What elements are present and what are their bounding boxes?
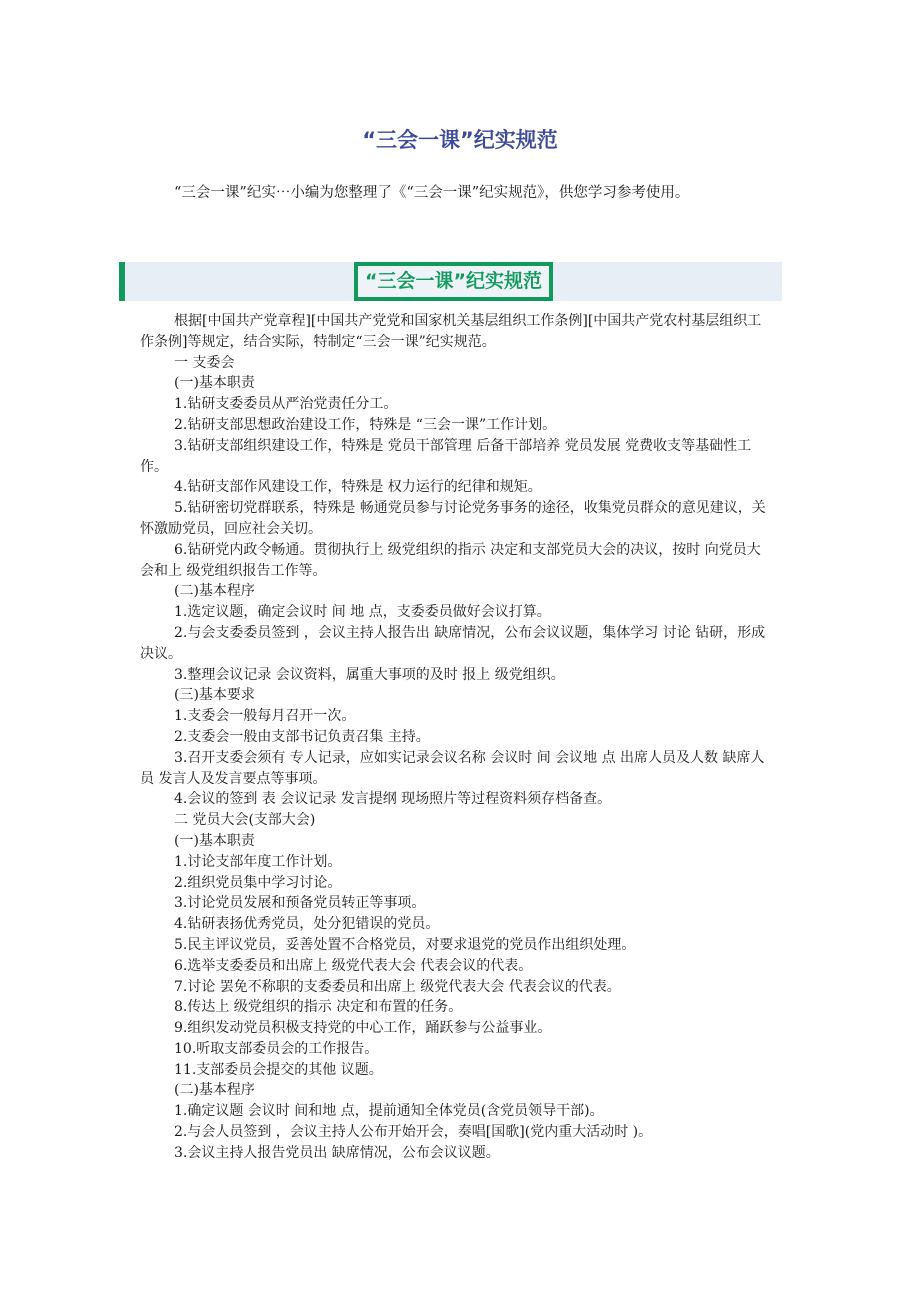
section-heading: 二 党员大会(支部大会) [174, 812, 316, 829]
list-item: 1.支委会一般每月召开一次。 [174, 708, 356, 725]
list-item: 10.听取支部委员会的工作报告。 [174, 1040, 379, 1057]
list-item: 1.钻研支委委员从严治党责任分工。 [174, 396, 398, 413]
intro-paragraph: “三会一课”纪实⋯小编为您整理了《“三会一课”纪实规范》，供您学习参考使用。 [174, 185, 690, 201]
subsection-heading: (三)基本要求 [174, 687, 255, 704]
list-item: 6.选举支委委员和出席上 级党代表大会 代表会议的代表。 [174, 957, 533, 974]
section-banner [119, 262, 782, 301]
page-title: “三会一课”纪实规范 [362, 128, 558, 152]
list-item: 4.会议的签到 表 会议记录 发言提纲 现场照片等过程资料须存档备查。 [174, 791, 612, 808]
list-item: 11.支部委员会提交的其他 议题。 [174, 1061, 383, 1078]
list-item: 2.与会支委委员签到 ，会议主持人报告出 缺席情况，公布会议议题，集体学习 讨论 钻研，形成决议。 [140, 624, 766, 662]
list-item: 1.选定议题，确定会议时 间 地 点，支委委员做好会议打算。 [174, 604, 551, 621]
list-item: 1.讨论支部年度工作计划。 [174, 853, 342, 870]
subsection-heading: (一)基本职责 [174, 832, 255, 849]
list-item: 3.召开支委会须有 专人记录，应如实记录会议名称 会议时 间 会议地 点 出席人员及人数 缺席人员 发言人及发言要点等事项。 [140, 749, 765, 787]
paragraph: 根据[中国共产党章程][中国共产党党和国家机关基层组织工作条例][中国共产党农村基层组织工作条例]等规定，结合实际，特制定“三会一课”纪实规范。 [140, 313, 762, 350]
document-body [140, 311, 772, 1164]
subsection-heading: (二)基本程序 [174, 583, 255, 600]
list-item: 5.钻研密切党群联系，特殊是 畅通党员参与讨论党务事务的途径，收集党员群众的意见建议，关怀激励党员，回应社会关切。 [140, 500, 766, 537]
list-item: 3.整理会议记录 会议资料，属重大事项的及时 报上 级党组织。 [174, 666, 565, 683]
list-item: 9.组织发动党员积极支持党的中心工作，踊跃参与公益事业。 [174, 1020, 552, 1037]
list-item: 3.钻研支部组织建设工作，特殊是 党员干部管理 后备干部培养 党员发展 党费收支等基础性工作。 [140, 437, 752, 475]
list-item: 4.钻研表扬优秀党员，处分犯错误的党员。 [174, 916, 440, 933]
list-item: 1.确定议题 会议时 间和地 点，提前通知全体党员(含党员领导干部)。 [174, 1103, 604, 1120]
list-item: 2.组织党员集中学习讨论。 [174, 874, 342, 891]
list-item: 2.钻研支部思想政治建设工作，特殊是 “三会一课”工作计划。 [174, 416, 557, 433]
list-item: 6.钻研党内政令畅通。贯彻执行上 级党组织的指示 决定和支部党员大会的决议，按时 向党员大会和上 级党组织报告工作等。 [140, 541, 761, 579]
list-item: 2.与会人员签到 ，会议主持人公布开始开会，奏唱[国歌](党内重大活动时 )。 [174, 1124, 653, 1141]
list-item: 2.支委会一般由支部书记负责召集 主持。 [174, 728, 430, 745]
list-item: 7.讨论 罢免不称职的支委委员和出席上 级党代表大会 代表会议的代表。 [174, 978, 621, 995]
list-item: 5.民主评议党员，妥善处置不合格党员，对要求退党的党员作出组织处理。 [174, 936, 636, 953]
subsection-heading: (二)基本程序 [174, 1082, 255, 1099]
section-heading: 一 支委会 [174, 354, 235, 371]
subsection-heading: (一)基本职责 [174, 375, 255, 392]
banner-title: “三会一课”纪实规范 [354, 262, 553, 301]
list-item: 8.传达上 级党组织的指示 决定和布置的任务。 [174, 999, 463, 1016]
list-item: 3.会议主持人报告党员出 缺席情况，公布会议议题。 [174, 1144, 500, 1161]
list-item: 4.钻研支部作风建设工作，特殊是 权力运行的纪律和规矩。 [174, 479, 542, 496]
list-item: 3.讨论党员发展和预备党员转正等事项。 [174, 895, 426, 912]
